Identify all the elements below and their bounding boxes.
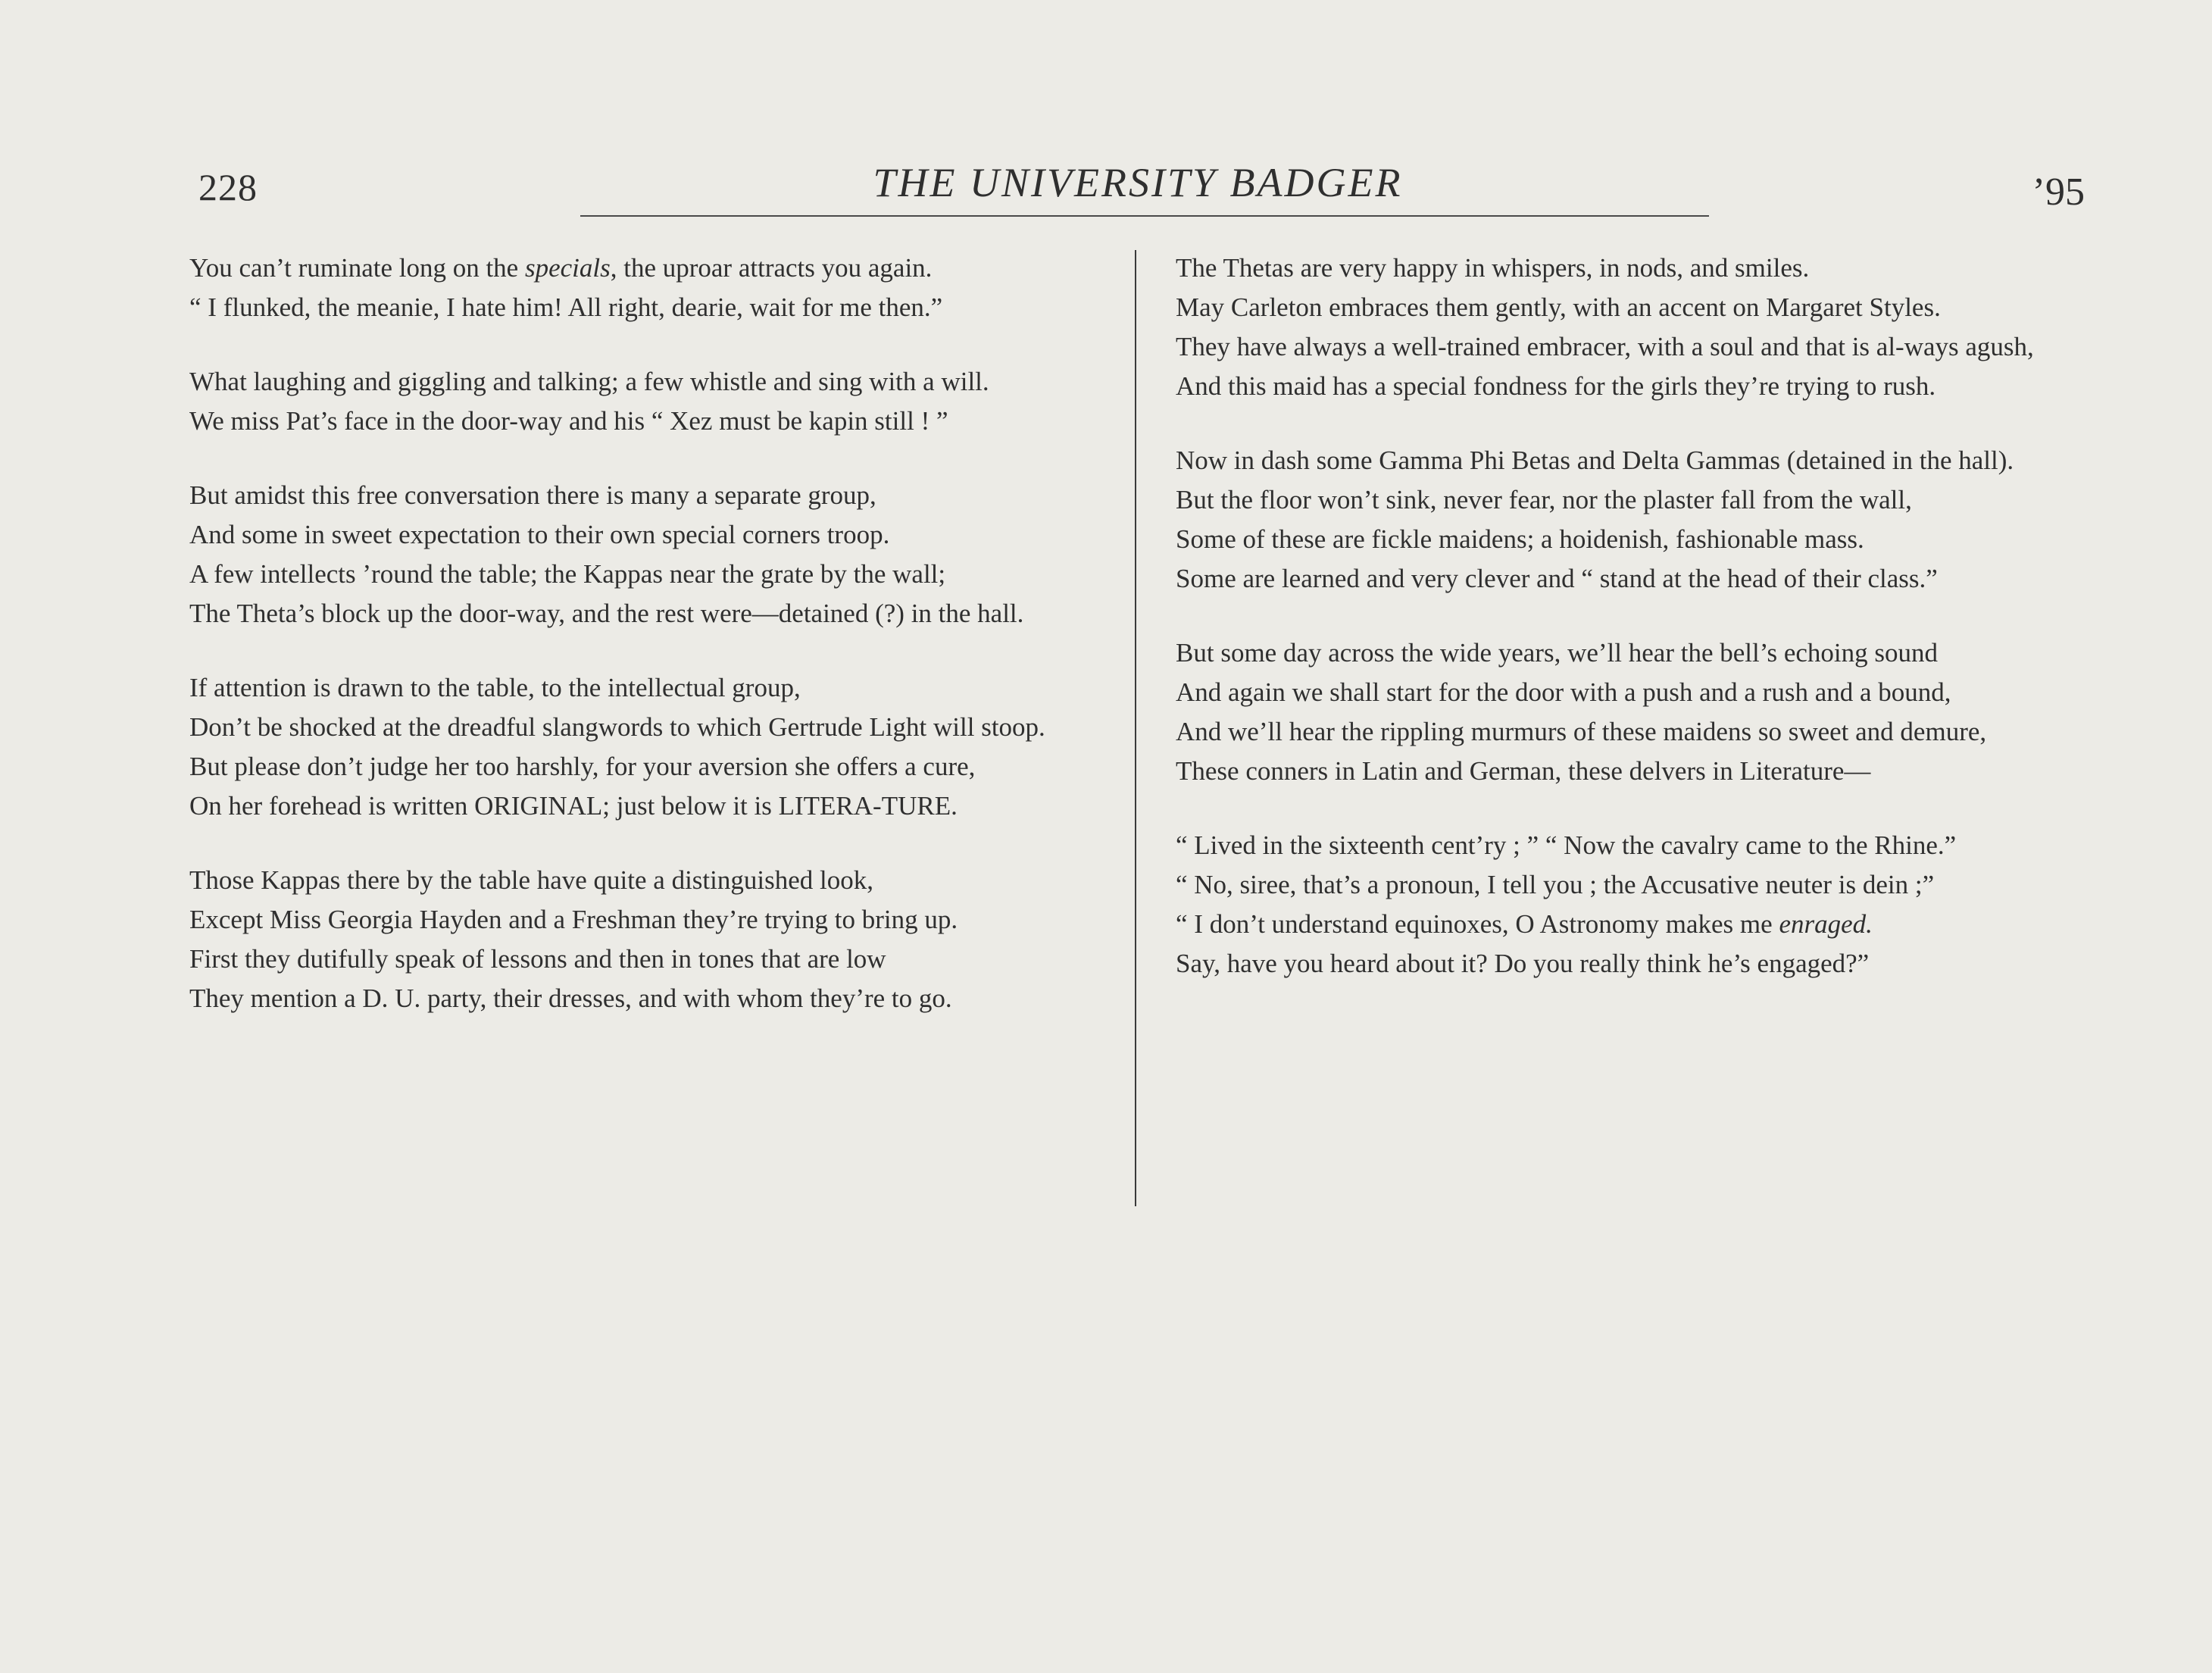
poem-line: Those Kappas there by the table have quite a distinguished look, (189, 865, 873, 895)
page-header (191, 159, 2085, 220)
poem-line: These conners in Latin and German, these delvers in Literature— (1176, 756, 1871, 786)
stanza (189, 476, 1106, 633)
poem-line: If attention is drawn to the table, to the intellectual group, (189, 673, 801, 702)
page-number: 228 (198, 166, 258, 208)
poem-line: But amidst this free conversation there is many a separate group, (189, 480, 876, 510)
header-rule (580, 215, 1709, 217)
poem-line: May Carleton embraces them gently, with an accent on Margaret Styles. (1176, 292, 1941, 322)
poem-line: Say, have you heard about it? Do you really think he’s engaged?” (1176, 949, 1870, 978)
poem-line: What laughing and giggling and talking; a few whistle and sing with a will. (189, 367, 989, 396)
poem-line: And this maid has a special fondness for the girls they’re trying to rush. (1176, 371, 1936, 401)
poem-line (189, 249, 1106, 288)
poem-line: But some day across the wide years, we’ll hear the bell’s echoing sound (1176, 638, 1938, 668)
italic-word: specials (524, 253, 611, 283)
poem-line: “ Lived in the sixteenth cent’ry ; ” “ Now the cavalry came to the Rhine.” (1176, 830, 1957, 860)
stanza (189, 861, 1106, 1018)
poem-line: Now in dash some Gamma Phi Betas and Delta Gammas (detained in the hall). (1176, 446, 2014, 475)
line-fragment: You can’t ruminate long on the (189, 253, 525, 283)
stanza (1176, 633, 2085, 791)
poem-line: “ I flunked, the meanie, I hate him! All right, dearie, wait for me then.” (189, 292, 943, 322)
poem-line: The Thetas are very happy in whispers, in nods, and smiles. (1176, 253, 1810, 283)
poem-line: They mention a D. U. party, their dresses, and with whom they’re to go. (189, 983, 952, 1013)
poem-line: Some of these are fickle maidens; a hoidenish, fashionable mass. (1176, 524, 1864, 554)
poem-line: Some are learned and very clever and “ stand at the head of their class.” (1176, 564, 1938, 593)
left-column (189, 249, 1106, 1053)
stanza (1176, 826, 2085, 983)
stanza (1176, 249, 2085, 406)
poem-line: Except Miss Georgia Hayden and a Freshman they’re trying to bring up. (189, 905, 958, 934)
poem-line: They have always a well-trained embracer, with a soul and that is al-ways agush, (1176, 332, 2034, 361)
poem-line: And we’ll hear the rippling murmurs of these maidens so sweet and demure, (1176, 717, 1987, 746)
stanza (189, 249, 1106, 327)
poem-line: We miss Pat’s face in the door-way and his “ Xez must be kapin still ! ” (189, 406, 948, 436)
year-label: ’95 (2032, 170, 2085, 214)
poem-line: On her forehead is written ORIGINAL; just below it is LITERA-TURE. (189, 791, 958, 821)
stanza (189, 668, 1106, 826)
line-fragment: “ I don’t understand equinoxes, O Astronomy makes me (1176, 909, 1779, 939)
column-divider (1135, 250, 1136, 1206)
poem-line: First they dutifully speak of lessons and then in tones that are low (189, 944, 886, 974)
poem-line: And again we shall start for the door with a push and a rush and a bound, (1176, 677, 1951, 707)
poem-line (1176, 905, 2085, 944)
stanza (1176, 441, 2085, 599)
running-title: THE UNIVERSITY BADGER (873, 160, 1403, 205)
poem-line: “ No, siree, that’s a pronoun, I tell you ; the Accusative neuter is dein ;” (1176, 870, 1935, 899)
poem-line: And some in sweet expectation to their own special corners troop. (189, 520, 890, 549)
line-fragment: , the uproar attracts you again. (610, 253, 933, 283)
poem-line: A few intellects ’round the table; the Kappas near the grate by the wall; (189, 559, 946, 589)
italic-word: enraged. (1779, 909, 1873, 939)
poem-line: But please don’t judge her too harshly, for your aversion she offers a cure, (189, 752, 976, 781)
poem-line: The Theta’s block up the door-way, and the rest were—detained (?) in the hall. (189, 599, 1024, 628)
stanza (189, 362, 1106, 441)
poem-line: But the floor won’t sink, never fear, nor the plaster fall from the wall, (1176, 485, 1912, 514)
poem-line: Don’t be shocked at the dreadful slangwords to which Gertrude Light will stoop. (189, 712, 1045, 742)
right-column (1176, 249, 2085, 1018)
